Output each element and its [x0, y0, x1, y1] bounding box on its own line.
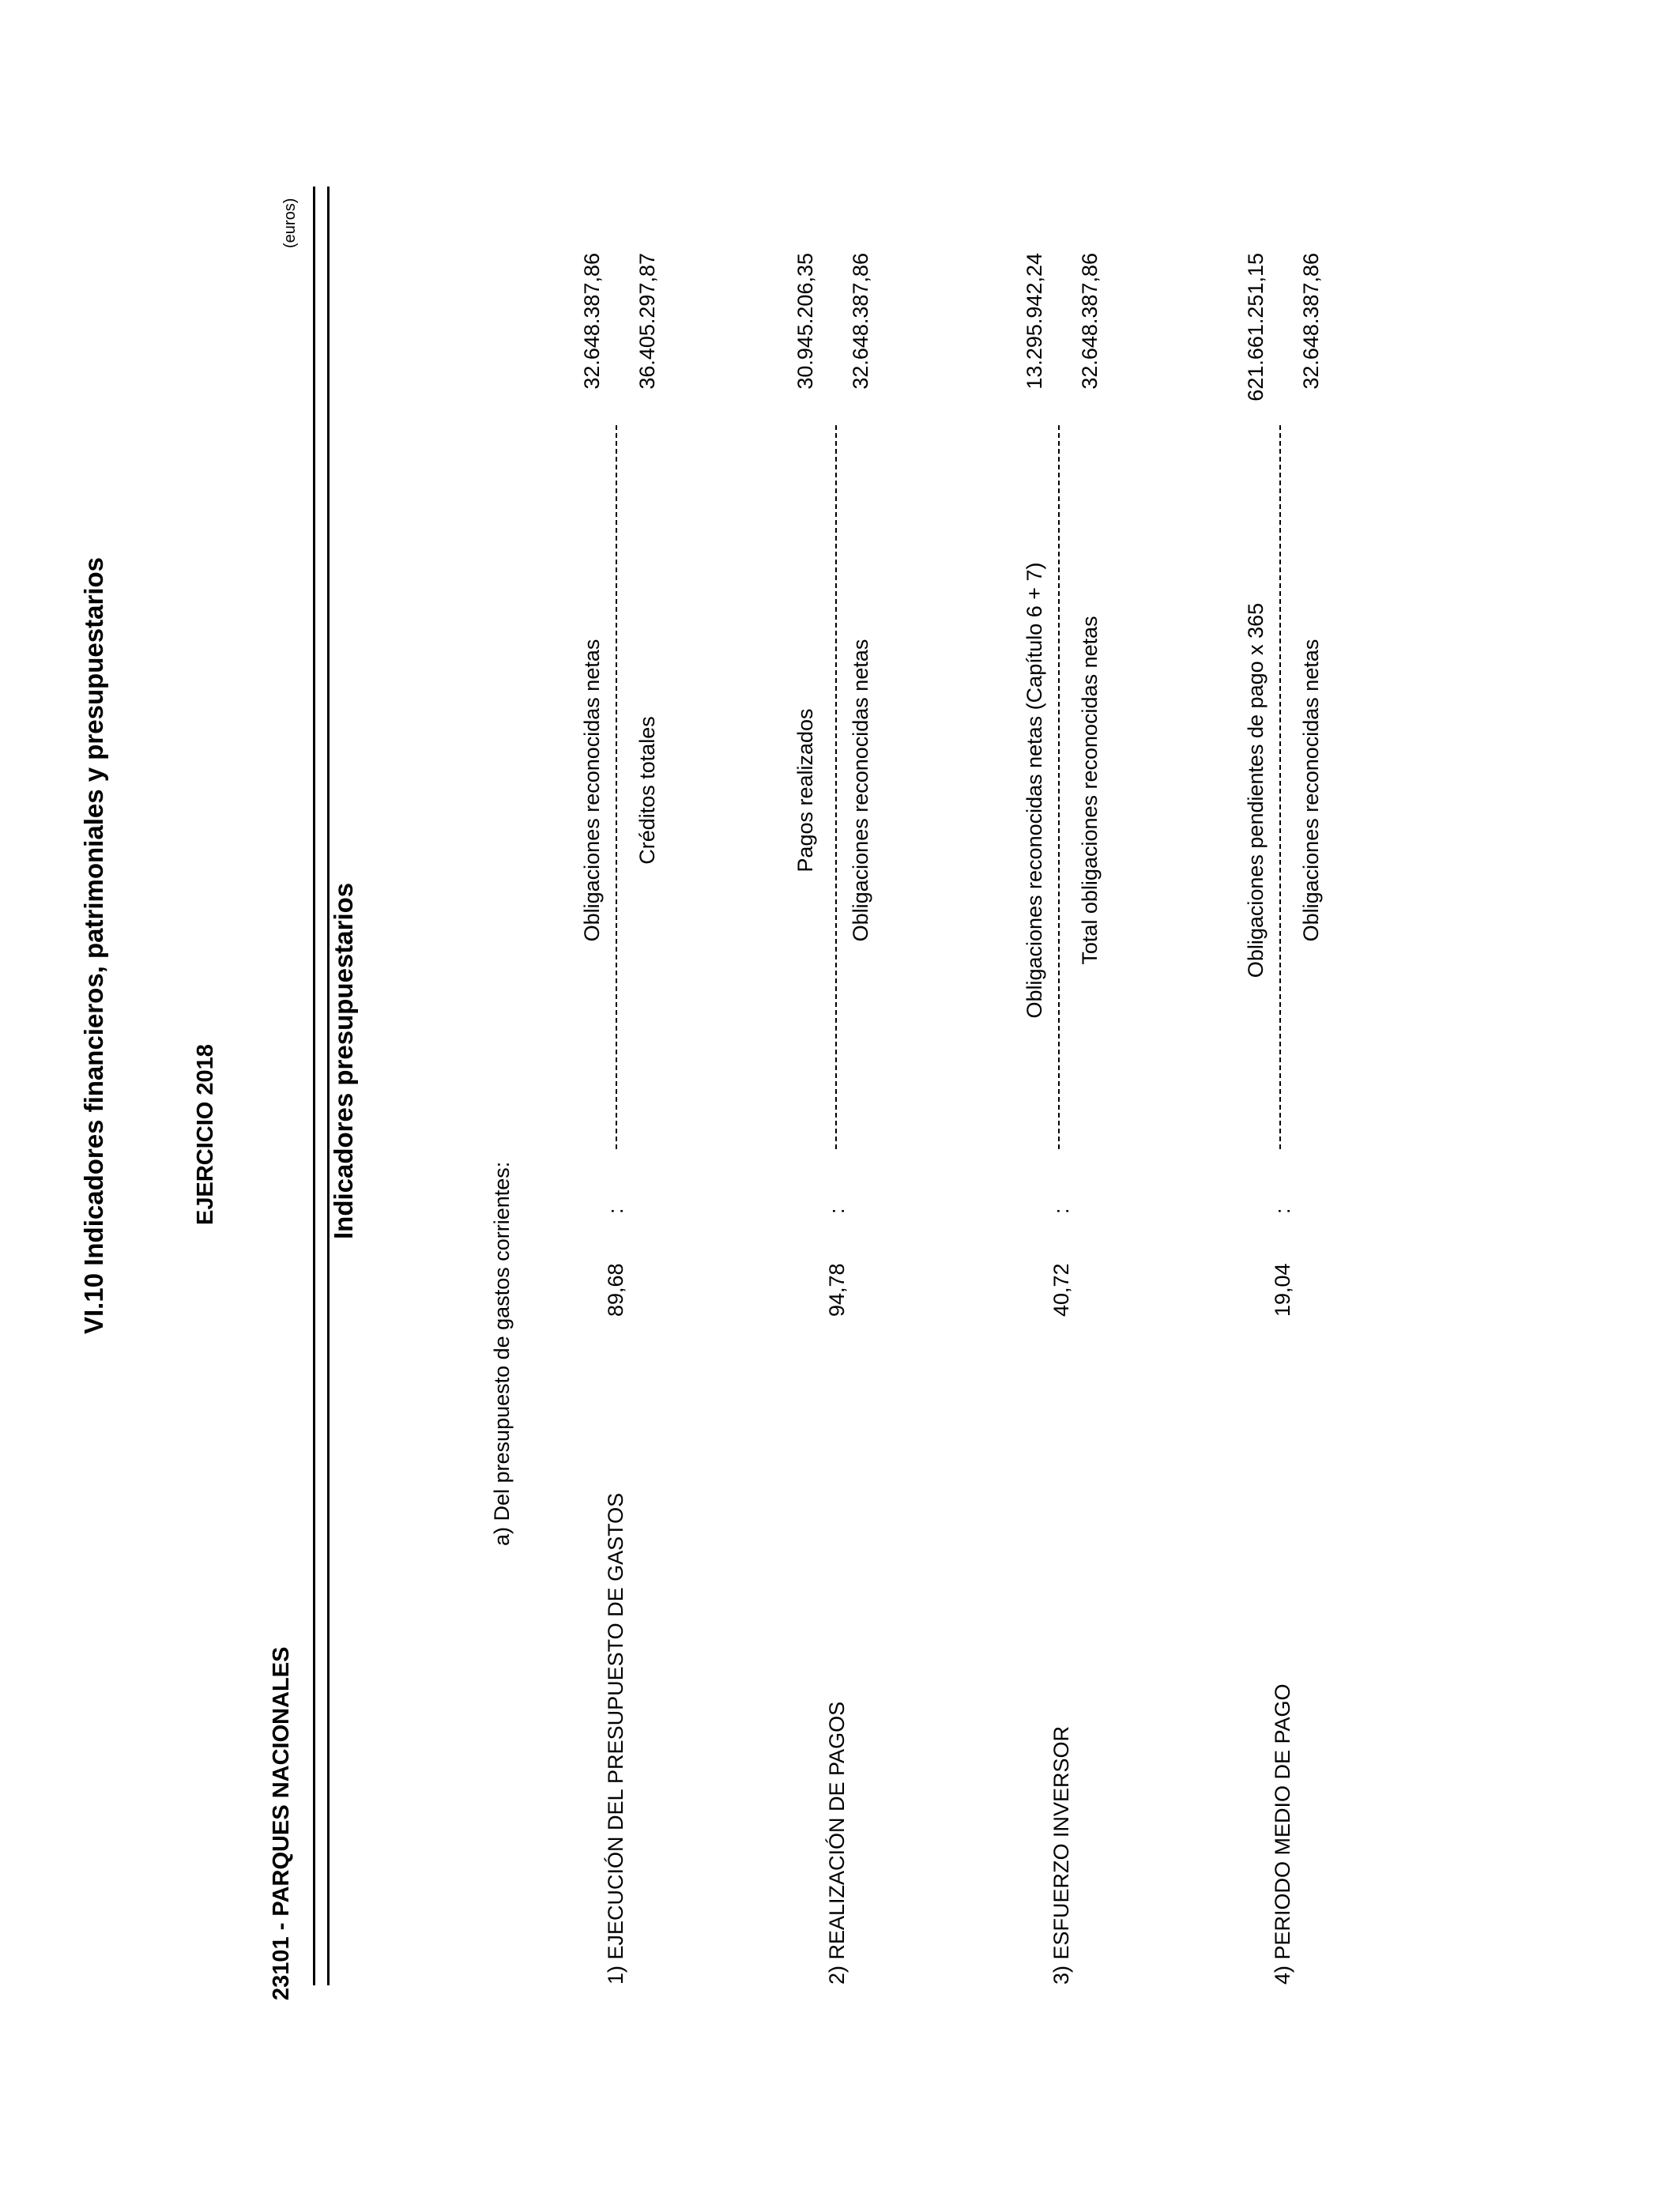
indicator-colon: :	[1049, 1208, 1073, 1214]
formula-fraction-line	[616, 425, 617, 1149]
indicator-value: 40,72	[1049, 1263, 1073, 1317]
report-title: VI.10 Indicadores financieros, patrimoniales y presupuestarios	[79, 556, 108, 1334]
formula-denominator: Créditos totales	[635, 716, 659, 865]
denominator-amount: 32.648.387,86	[849, 253, 872, 390]
formula-numerator: Obligaciones reconocidas netas	[580, 639, 604, 942]
numerator-amount: 13.295.942,24	[1023, 253, 1046, 390]
denominator-amount: 32.648.387,86	[1078, 253, 1102, 390]
indicator-colon: :	[604, 1208, 627, 1214]
section-title: Indicadores presupuestarios	[329, 882, 358, 1239]
indicator-label: 3) ESFUERZO INVERSOR	[1049, 1725, 1073, 1985]
subsection-label: a) Del presupuesto de gastos corrientes:	[490, 1161, 514, 1546]
formula-numerator: Obligaciones pendientes de pago x 365	[1244, 602, 1268, 978]
formula-denominator: Obligaciones reconocidas netas	[849, 639, 872, 942]
numerator-amount: 621.661.251,15	[1244, 253, 1268, 401]
entity-name: 23101 - PARQUES NACIONALES	[269, 1646, 294, 2000]
formula-fraction-line	[835, 425, 837, 1149]
numerator-amount: 30.945.206,35	[793, 253, 817, 390]
indicator-label: 2) REALIZACIÓN DE PAGOS	[825, 1701, 849, 1985]
indicator-label: 4) PERIODO MEDIO DE PAGO	[1271, 1683, 1294, 1985]
formula-fraction-line	[1279, 425, 1281, 1149]
formula-numerator: Pagos realizados	[793, 708, 817, 873]
header-top-rule	[313, 187, 315, 1985]
indicator-value: 89,68	[604, 1263, 627, 1317]
formula-denominator: Total obligaciones reconocidas netas	[1078, 616, 1102, 965]
unit-label: (euros)	[281, 198, 299, 248]
numerator-amount: 32.648.387,86	[580, 253, 604, 390]
indicator-label: 1) EJECUCIÓN DEL PRESUPUESTO DE GASTOS	[604, 1492, 627, 1985]
indicator-colon: :	[1271, 1208, 1294, 1214]
indicator-colon: :	[825, 1208, 849, 1214]
header-bottom-rule	[327, 187, 330, 1985]
denominator-amount: 36.405.297,87	[635, 253, 659, 390]
formula-fraction-line	[1058, 425, 1060, 1149]
formula-denominator: Obligaciones reconocidas netas	[1299, 639, 1323, 942]
denominator-amount: 32.648.387,86	[1299, 253, 1323, 390]
formula-numerator: Obligaciones reconocidas netas (Capítulo 6 + 7)	[1023, 562, 1046, 1019]
exercise-year: EJERCICIO 2018	[193, 1044, 218, 1225]
indicator-value: 19,04	[1271, 1263, 1294, 1317]
indicator-value: 94,78	[825, 1263, 849, 1317]
